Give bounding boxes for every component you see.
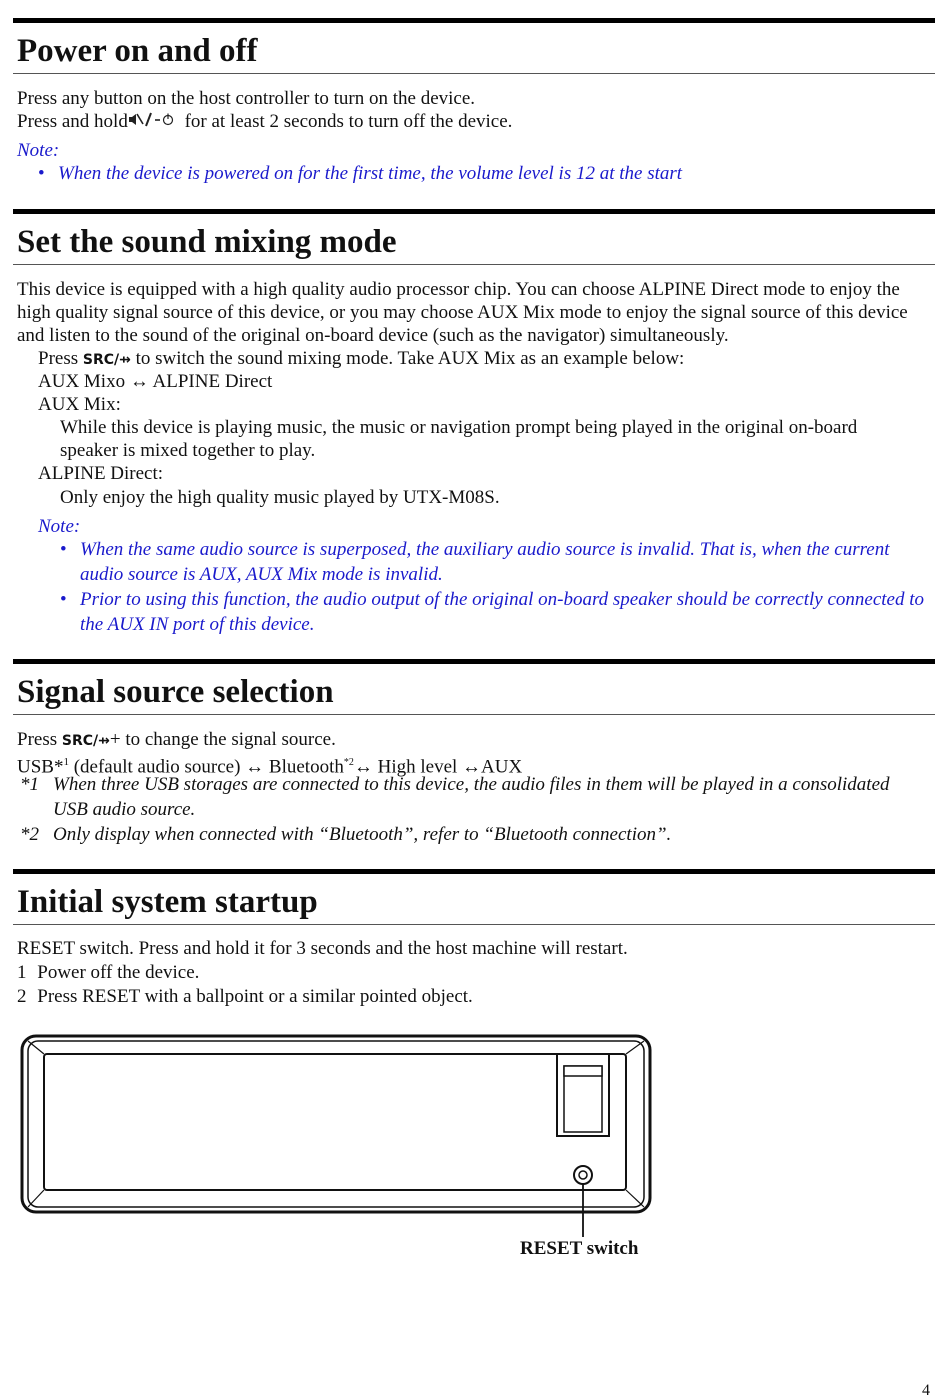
- src-icon: SRC/⇸: [61, 733, 110, 749]
- step-text: Power off the device.: [37, 962, 200, 983]
- note-item: [38, 162, 918, 187]
- src-icon: SRC/⇸: [82, 352, 131, 368]
- signal-press-pre: Press: [17, 729, 62, 750]
- mixing-press-line: [38, 347, 684, 372]
- footnote-text: When three USB storages are connected to this device, the audio files in them will be played in a consolidated USB audio source.: [53, 774, 890, 820]
- footnote: [20, 823, 920, 848]
- note-label: Note:: [17, 140, 60, 161]
- bt-sup: *2: [343, 757, 354, 768]
- step-text: Press RESET with a ballpoint or a similar pointed object.: [37, 986, 473, 1007]
- step-item: [17, 985, 473, 1008]
- reset-switch-icon[interactable]: [574, 1166, 592, 1184]
- usb-slot-icon: [557, 1054, 609, 1136]
- mute-power-icon: [128, 111, 180, 132]
- startup-intro: RESET switch. Press and hold it for 3 seconds and the host machine will restart.: [17, 938, 628, 959]
- usb-label: USB*: [17, 756, 64, 778]
- bullet-icon: •: [38, 163, 45, 184]
- note-label: Note:: [38, 516, 81, 537]
- section-startup: [13, 869, 935, 925]
- section-title: Power on and off: [13, 23, 935, 74]
- step-number: 2: [17, 986, 27, 1007]
- section-signal: [13, 659, 935, 715]
- note-item-text: When the same audio source is superposed, the auxiliary audio source is invalid. That is, when the current audio source is AUX, AUX Mix mode is invalid.: [80, 539, 890, 585]
- footnote-text: Only display when connected with “Bluetooth”, refer to “Bluetooth connection”.: [53, 824, 672, 845]
- note-item: [60, 588, 935, 637]
- step-item: [17, 961, 199, 984]
- power-line-2-post: for at least 2 seconds to turn off the device.: [179, 111, 513, 132]
- usb-sup: 1: [63, 756, 69, 768]
- section-title: Set the sound mixing mode: [13, 214, 935, 265]
- power-line-2: [17, 110, 512, 133]
- aux-mix-desc: While this device is playing music, the music or navigation prompt being played in the original on-board speaker is mixed together to play.: [60, 417, 858, 461]
- note-item-text: When the device is powered on for the first time, the volume level is 12 at the start: [58, 163, 683, 184]
- cycle-mid: (default audio source) ↔ Bluetooth: [68, 756, 344, 778]
- step-number: 1: [17, 962, 27, 983]
- bullet-icon: •: [60, 589, 67, 610]
- section-mixing: [13, 209, 935, 265]
- section-title: Signal source selection: [13, 664, 935, 715]
- note-item-text: Prior to using this function, the audio output of the original on-board speaker should be correctly connected to the AUX IN port of this device.: [80, 589, 924, 635]
- section-power: [13, 18, 935, 74]
- mixing-intro: This device is equipped with a high quality audio processor chip. You can choose ALPINE Direct mode to enjoy the high quality signal source of this device, or you may choose AUX Mix mode to enjoy the signal source of this device and listen to the sound of the original on-board device (such as the navigator) simultaneously.: [17, 279, 908, 346]
- device-front-panel-illustration: [18, 1030, 658, 1245]
- section-title: Initial system startup: [13, 874, 935, 925]
- note-item: [60, 538, 935, 587]
- footnote: [20, 773, 920, 822]
- bullet-icon: •: [60, 539, 67, 560]
- alpine-direct-desc: Only enjoy the high quality music played by UTX-M08S.: [60, 487, 500, 508]
- alpine-direct-label: ALPINE Direct:: [38, 463, 164, 484]
- reset-switch-label: RESET switch: [520, 1238, 639, 1259]
- aux-mix-label: AUX Mix:: [38, 394, 121, 415]
- page-number: 4: [922, 1382, 930, 1399]
- power-line-1: Press any button on the host controller to turn on the device.: [17, 88, 476, 109]
- mixing-press-post: to switch the sound mixing mode. Take AUX Mix as an example below:: [130, 348, 685, 369]
- mixing-cycle: AUX Mixo ↔ ALPINE Direct: [38, 371, 273, 392]
- power-line-2-pre: Press and hold: [17, 111, 128, 132]
- signal-press-line: [17, 728, 336, 753]
- footnote-mark: *2: [20, 824, 39, 845]
- footnote-mark: *1: [20, 774, 39, 795]
- mixing-press-pre: Press: [38, 348, 83, 369]
- cycle-end: ↔ High level ↔AUX: [353, 756, 523, 778]
- signal-press-post: + to change the signal source.: [109, 729, 336, 750]
